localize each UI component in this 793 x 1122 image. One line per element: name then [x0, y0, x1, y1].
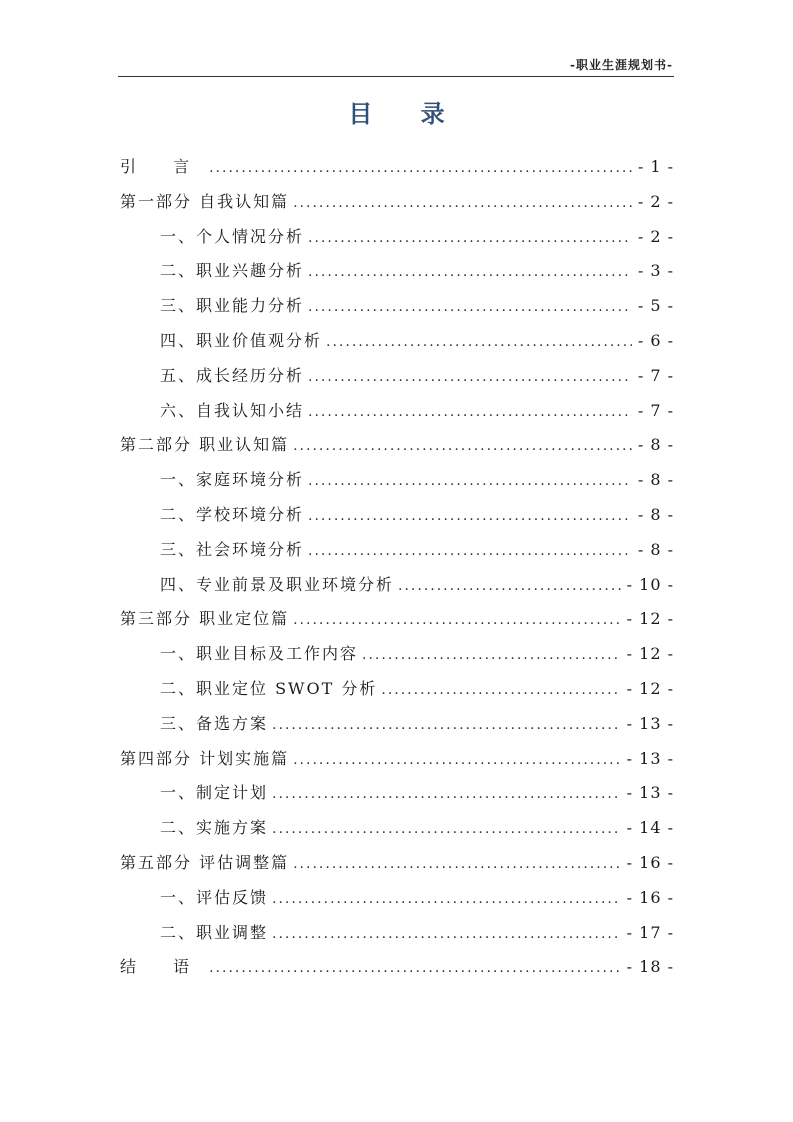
toc-entry-1-2[interactable] [120, 254, 674, 289]
toc-dot-leader [293, 743, 621, 778]
toc-entry-2-2[interactable] [120, 498, 674, 533]
toc-entry-label: 第二部分 职业认知篇 [120, 435, 290, 455]
toc-dot-leader [308, 464, 632, 499]
toc-entry-page: - 8 - [637, 504, 674, 524]
toc-dot-leader [272, 812, 621, 847]
toc-entry-label: 六、自我认知小结 [160, 400, 305, 420]
toc-entry-5-2[interactable] [120, 916, 674, 951]
toc-entry-label: 第三部分 职业定位篇 [120, 609, 290, 629]
toc-dot-leader [326, 325, 632, 360]
toc-entry-page: - 3 - [637, 261, 674, 281]
toc-entry-page: - 10 - [626, 574, 674, 594]
toc-entry-2-4[interactable] [120, 568, 674, 603]
toc-entry-page: - 12 - [626, 678, 674, 698]
toc-entry-2-3[interactable] [120, 533, 674, 568]
toc-entry-1-6[interactable] [120, 394, 674, 429]
toc-dot-leader [362, 638, 621, 673]
toc-entry-page: - 8 - [637, 435, 674, 455]
toc-entry-part-3[interactable] [120, 602, 674, 637]
toc-entry-label: 一、家庭环境分析 [160, 470, 305, 490]
toc-dot-leader [308, 499, 632, 534]
toc-entry-3-1[interactable] [120, 637, 674, 672]
toc-entry-page: - 1 - [637, 157, 674, 176]
toc-dot-leader [272, 777, 621, 812]
toc-entry-label: 第五部分 评估调整篇 [120, 852, 290, 872]
toc-entry-page: - 5 - [637, 296, 674, 316]
toc-entry-conclusion[interactable] [120, 950, 674, 985]
toc-dot-leader [272, 708, 621, 743]
toc-entry-part-2[interactable] [120, 428, 674, 463]
toc-dot-leader [308, 360, 632, 395]
toc-entry-label: 引 言 [120, 157, 206, 176]
toc-entry-intro[interactable] [120, 150, 674, 185]
toc-entry-page: - 7 - [637, 365, 674, 385]
toc-entry-page: - 12 - [626, 644, 674, 664]
toc-entry-page: - 16 - [626, 852, 674, 872]
toc-entry-part-4[interactable] [120, 742, 674, 777]
toc-entry-page: - 8 - [637, 539, 674, 559]
toc-entry-label: 结 语 [120, 957, 206, 977]
toc-entry-page: - 16 - [626, 887, 674, 907]
toc-entry-page: - 7 - [637, 400, 674, 420]
toc-entry-label: 第四部分 计划实施篇 [120, 748, 290, 768]
toc-dot-leader [381, 673, 620, 708]
toc-entry-3-3[interactable] [120, 707, 674, 742]
toc-dot-leader [209, 151, 632, 186]
toc-entry-label: 二、职业定位 SWOT 分析 [160, 678, 378, 698]
toc-dot-leader [272, 917, 621, 952]
toc-entry-1-5[interactable] [120, 359, 674, 394]
toc-entry-page: - 13 - [626, 713, 674, 733]
toc-entry-label: 一、制定计划 [160, 783, 269, 803]
toc-entry-label: 四、专业前景及职业环境分析 [160, 574, 395, 594]
toc-entry-label: 二、学校环境分析 [160, 504, 305, 524]
toc-list [120, 150, 674, 985]
toc-dot-leader [209, 951, 621, 986]
toc-entry-label: 二、职业兴趣分析 [160, 261, 305, 281]
toc-entry-page: - 6 - [637, 330, 674, 350]
toc-entry-page: - 2 - [637, 191, 674, 211]
toc-entry-label: 二、实施方案 [160, 818, 269, 838]
toc-entry-4-2[interactable] [120, 811, 674, 846]
toc-entry-label: 第一部分 自我认知篇 [120, 191, 290, 211]
toc-dot-leader [272, 882, 621, 917]
toc-title: 目 录 [348, 100, 465, 128]
toc-entry-page: - 2 - [637, 226, 674, 246]
toc-entry-page: - 13 - [626, 783, 674, 803]
toc-entry-1-4[interactable] [120, 324, 674, 359]
toc-dot-leader [293, 429, 632, 464]
toc-dot-leader [293, 847, 621, 882]
toc-entry-part-1[interactable] [120, 185, 674, 220]
toc-dot-leader [308, 255, 632, 290]
toc-entry-label: 一、职业目标及工作内容 [160, 644, 359, 664]
toc-dot-leader [293, 603, 621, 638]
toc-entry-4-1[interactable] [120, 776, 674, 811]
toc-entry-page: - 17 - [626, 922, 674, 942]
toc-entry-5-1[interactable] [120, 881, 674, 916]
toc-entry-page: - 12 - [626, 609, 674, 629]
toc-entry-page: - 18 - [626, 957, 674, 977]
toc-entry-page: - 13 - [626, 748, 674, 768]
toc-entry-1-1[interactable] [120, 220, 674, 255]
toc-entry-3-2[interactable] [120, 672, 674, 707]
toc-entry-part-5[interactable] [120, 846, 674, 881]
toc-entry-1-3[interactable] [120, 289, 674, 324]
toc-entry-label: 五、成长经历分析 [160, 365, 305, 385]
toc-entry-2-1[interactable] [120, 463, 674, 498]
toc-dot-leader [308, 290, 632, 325]
toc-entry-label: 一、评估反馈 [160, 887, 269, 907]
toc-entry-label: 三、备选方案 [160, 713, 269, 733]
toc-dot-leader [293, 186, 632, 221]
toc-dot-leader [398, 569, 621, 604]
toc-entry-page: - 8 - [637, 470, 674, 490]
toc-entry-label: 一、个人情况分析 [160, 226, 305, 246]
toc-dot-leader [308, 395, 632, 430]
header-rule [118, 76, 674, 77]
toc-entry-label: 三、社会环境分析 [160, 539, 305, 559]
toc-entry-label: 四、职业价值观分析 [160, 330, 323, 350]
toc-entry-page: - 14 - [626, 818, 674, 838]
running-header: -职业生涯规划书- [570, 58, 673, 72]
toc-entry-label: 三、职业能力分析 [160, 296, 305, 316]
toc-entry-label: 二、职业调整 [160, 922, 269, 942]
toc-dot-leader [308, 221, 632, 256]
toc-dot-leader [308, 534, 632, 569]
